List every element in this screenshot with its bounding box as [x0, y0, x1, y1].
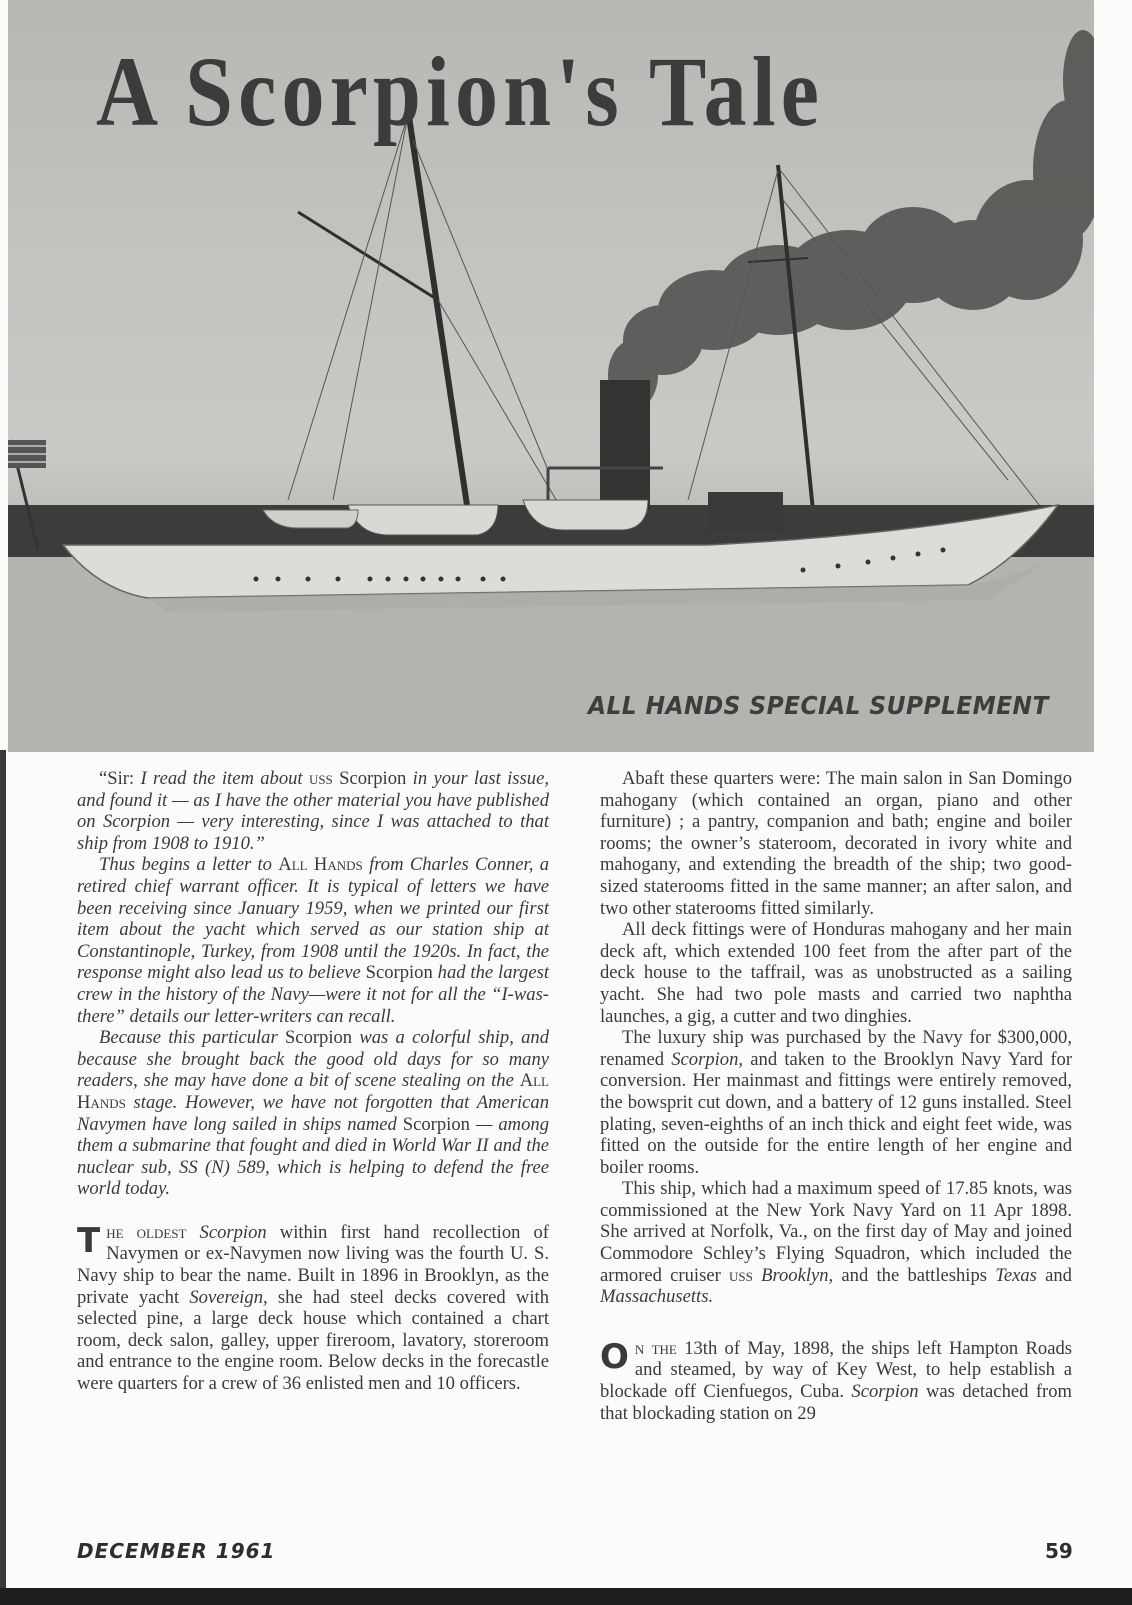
intro-paragraph-2: Thus begins a letter to All Hands from Charles Conner, a retired chief warrant officer. It is typical of letters we have been receiving since January 1959, when we printed our first item about the yacht which served as our station ship at Constantinople, Turkey, from 1908 until the 1920s. In fact, the response might also lead us to believe Scorpion had the largest crew in the history of the Navy—were it not for all the “I-was-there” details our letter-writers can recall. — [77, 854, 549, 1027]
body-paragraph-abaft: Abaft these quarters were: The main salon in San Domingo mahogany (which contained an organ, piano and other furniture) ; a pantry, companion and bath; engine and boiler rooms; the owner’s stateroom, decorated in ivory white and mahogany, and extending the breadth of the ship; two good-sized staterooms fitted in the same manner; an after salon, and two other staterooms fitted similarly. — [600, 768, 1072, 919]
body-paragraph-may-1898: On the 13th of May, 1898, the ships left Hampton Roads and steamed, by way of Key West, to help establish a blockade off Cienfuegos, Cuba. Scorpion was detached from that blockading station on 29 — [600, 1336, 1072, 1424]
body-paragraph-purchase: The luxury ship was purchased by the Navy for $300,000, renamed Scorpion, and taken to the Brooklyn Navy Yard for conversion. Her mainmast and fittings were entirely removed, the bowsprit cut down, and a battery of 12 guns installed. Steel plating, seven-eighths of an inch thick and eight feet wide, was fitted on the outside for the entire length of her engine and boiler rooms. — [600, 1027, 1073, 1178]
column-left — [77, 768, 549, 1395]
intro-block — [77, 768, 549, 1200]
body-paragraph-fittings: All deck fittings were of Honduras mahogany and her main deck aft, which extended 100 feet from the after part of the deck house to the taffrail, was as unobstructed as a sailing yacht. She had two pole masts and carried two naphtha launches, a gig, a cutter and two dinghies. — [600, 919, 1072, 1027]
intro-paragraph-3: Because this particular Scorpion was a colorful ship, and because she brought back the good old days for so many readers, she may have done a bit of scene stealing on the All Hands stage. However, we have not forgotten that American Navymen have long sailed in ships named Scorpion — among them a submarine that fought and died in World War II and the nuclear sub, SS (N) 589, which is helping to defend the free world today. — [77, 1027, 549, 1200]
page-edge-bottom — [0, 1588, 1132, 1605]
drop-cap: T — [77, 1220, 101, 1261]
article-title: A Scorpion's Tale — [96, 36, 825, 147]
spacer — [77, 1200, 549, 1222]
drop-cap: O — [600, 1336, 629, 1377]
body-paragraph-oldest-scorpion: The oldest Scorpion within first hand recollection of Navymen or ex-Navymen now living was the fourth U. S. Navy ship to bear the name. Built in 1896 in Brooklyn, as the private yacht Sovereign, she had steel decks covered with selected pine, a large deck house which contained a chart room, deck salon, galley, upper fireroom, lavatory, storeroom and entrance to the engine room. Below decks in the forecastle were quarters for a crew of 36 enlisted men and 10 officers. — [77, 1220, 549, 1395]
hero-photo — [8, 0, 1094, 752]
body-paragraph-speed: This ship, which had a maximum speed of 17.85 knots, was commissioned at the New York Navy Yard on 11 Apr 1898. She arrived at Norfolk, Va., on the first day of May and joined Commodore Schley’s Flying Squadron, which included the armored cruiser uss Brooklyn, and the battleships Texas and Massachusetts. — [600, 1178, 1072, 1308]
supplement-label: ALL HANDS SPECIAL SUPPLEMENT — [588, 691, 1049, 720]
page-number: 59 — [1045, 1539, 1073, 1563]
page-edge-left — [0, 750, 6, 1605]
intro-paragraph-1: “Sir: I read the item about uss Scorpion in your last issue, and found it — as I have the other material you have published on Scorpion — very interesting, since I was attached to that ship from 1908 to 1910.” — [77, 768, 549, 854]
spacer — [600, 1308, 1072, 1338]
issue-date: DECEMBER 1961 — [77, 1539, 276, 1563]
column-right — [600, 768, 1072, 1424]
